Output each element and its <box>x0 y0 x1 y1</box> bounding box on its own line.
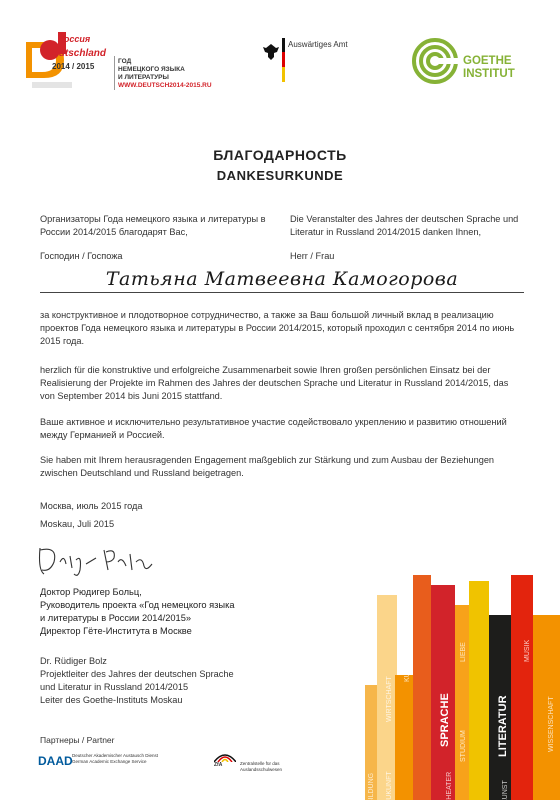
place-date-ru: Москва, июль 2015 года <box>40 501 143 511</box>
bar-word-zukunft: ZUKUNFT <box>386 771 393 804</box>
name-underline <box>40 292 524 293</box>
bar-word-theater: THEATER <box>446 771 453 804</box>
zfa-abbr: ZfA <box>214 762 223 768</box>
ds-text-line2: НЕМЕЦКОГО ЯЗЫКА <box>118 66 185 73</box>
german-flag-stripe <box>282 38 285 82</box>
daad-line2: German Academic Exchange Service <box>72 758 147 764</box>
para2-de: Sie haben mit Ihrem herausragenden Engagement maßgeblich zur Stärkung und zum Ausbau der Beziehungen zwischen Deutschland und Russland beigetragen. <box>40 455 495 478</box>
ds-url: WWW.DEUTSCH2014-2015.RU <box>118 82 212 89</box>
para1-ru: за конструктивное и плодотворное сотрудничество, а также за Ваш большой личный вклад в реализацию проектов Года немецкого языка и литературы в России 2014/2015, который проходил с сентября 2014 по июнь 2015 года. <box>40 310 515 346</box>
bar-word-liebe: LIEBE <box>460 642 467 662</box>
goethe-logo-icon <box>412 38 458 89</box>
bar-9 <box>511 575 533 800</box>
goethe-line2: INSTITUT <box>463 68 515 80</box>
role-ru-3: Директор Гёте-Института в Москве <box>40 626 192 636</box>
bar-7 <box>469 581 489 800</box>
daad-name <box>72 753 158 764</box>
bar-4 <box>413 575 431 800</box>
role-de-3: Leiter des Goethe-Instituts Moskau <box>40 695 183 705</box>
title-ru: БЛАГОДАРНОСТЬ <box>213 147 347 163</box>
goethe-line1: GOETHE <box>463 55 512 67</box>
bar-word-studium: STUDIUM <box>460 730 467 762</box>
role-ru-2: и литературы в России 2014/2015» <box>40 613 192 623</box>
para2-ru: Ваше активное и исключительно результативное участие содействовало укреплению и развитию отношений между Германией и Россией. <box>40 417 507 440</box>
goethe-institut-name <box>463 55 515 81</box>
ds-logo-years: 2014 / 2015 <box>52 62 95 71</box>
auswaertiges-amt-label: Auswärtiges Amt <box>288 40 348 49</box>
year-of-language-text <box>118 58 212 90</box>
bar-word-kultur: KULTUR <box>404 654 411 682</box>
bar-word-wissenschaft: WISSENSCHAFT <box>548 696 555 752</box>
para1-de: herzlich für die konstruktive und erfolgreiche Zusammenarbeit sowie Ihren großen persönlichen Einsatz bei der Realisierung der Projekte im Rahmen des Jahres der deutschen Sprache und Literatur in Russland 2014/2015, das von September 2014 bis Juni 2015 stattfand. <box>40 365 509 401</box>
partners-label: Партнеры / Partner <box>40 735 115 745</box>
federal-eagle-icon <box>262 42 280 67</box>
zfa-name <box>240 761 282 772</box>
title-de: DANKESURKUNDE <box>216 168 344 183</box>
bar-word-sprache: SPRACHE <box>439 693 451 747</box>
signatory-de: Dr. Rüdiger Bolz <box>40 656 107 666</box>
place-date-de: Moskau, Juli 2015 <box>40 519 115 529</box>
zfa-line2: Auslandsschulwesen <box>240 766 283 772</box>
bar-10 <box>533 615 560 800</box>
bar-word-kunst: KUNST <box>502 780 509 804</box>
daad-logo: DAAD <box>38 754 73 768</box>
role-de-1: Projektleiter des Jahres der deutschen Sprache <box>40 669 234 679</box>
russia-deutschland-logo <box>18 22 113 92</box>
header-divider <box>114 56 115 90</box>
zfa-line1: Zentralstelle für das <box>240 761 280 766</box>
bar-word-wirtschaft: WIRTSCHAFT <box>386 676 393 722</box>
bar-word-bildung: BILDUNG <box>368 772 375 804</box>
bar-word-musik: MUSIK <box>524 639 531 662</box>
signatory-ru-block <box>40 586 235 638</box>
ds-logo-bottom: Deutschland <box>46 48 107 59</box>
intro-de: Die Veranstalter des Jahres der deutschen Sprache und Literatur in Russland 2014/2015 danken Ihnen, <box>290 214 519 237</box>
daad-line1: Deutscher Akademischer Austausch Dienst <box>72 753 159 758</box>
role-de-2: und Literatur in Russland 2014/2015 <box>40 682 189 692</box>
salutation-de: Herr / Frau <box>290 251 335 261</box>
bar-3 <box>395 675 415 800</box>
salutation-ru: Господин / Госпожа <box>40 251 123 261</box>
ds-text-line3: И ЛИТЕРАТУРЫ <box>118 74 169 81</box>
handwritten-signature <box>34 540 164 585</box>
signatory-ru: Доктор Рюдигер Больц, <box>40 587 142 597</box>
signatory-de-block <box>40 655 234 707</box>
bar-word-literatur: LITERATUR <box>497 695 509 757</box>
ds-text-line1: ГОД <box>118 58 132 65</box>
role-ru-1: Руководитель проекта «Год немецкого языка <box>40 600 235 610</box>
zfa-logo <box>214 752 236 768</box>
ds-logo-top: Россия <box>58 34 91 44</box>
intro-ru: Организаторы Года немецкого языка и литературы в России 2014/2015 благодарят Вас, <box>40 214 266 237</box>
decorative-word-bars <box>365 575 560 804</box>
recipient-name: Татьяна Матвеевна Камогорова <box>105 268 459 290</box>
